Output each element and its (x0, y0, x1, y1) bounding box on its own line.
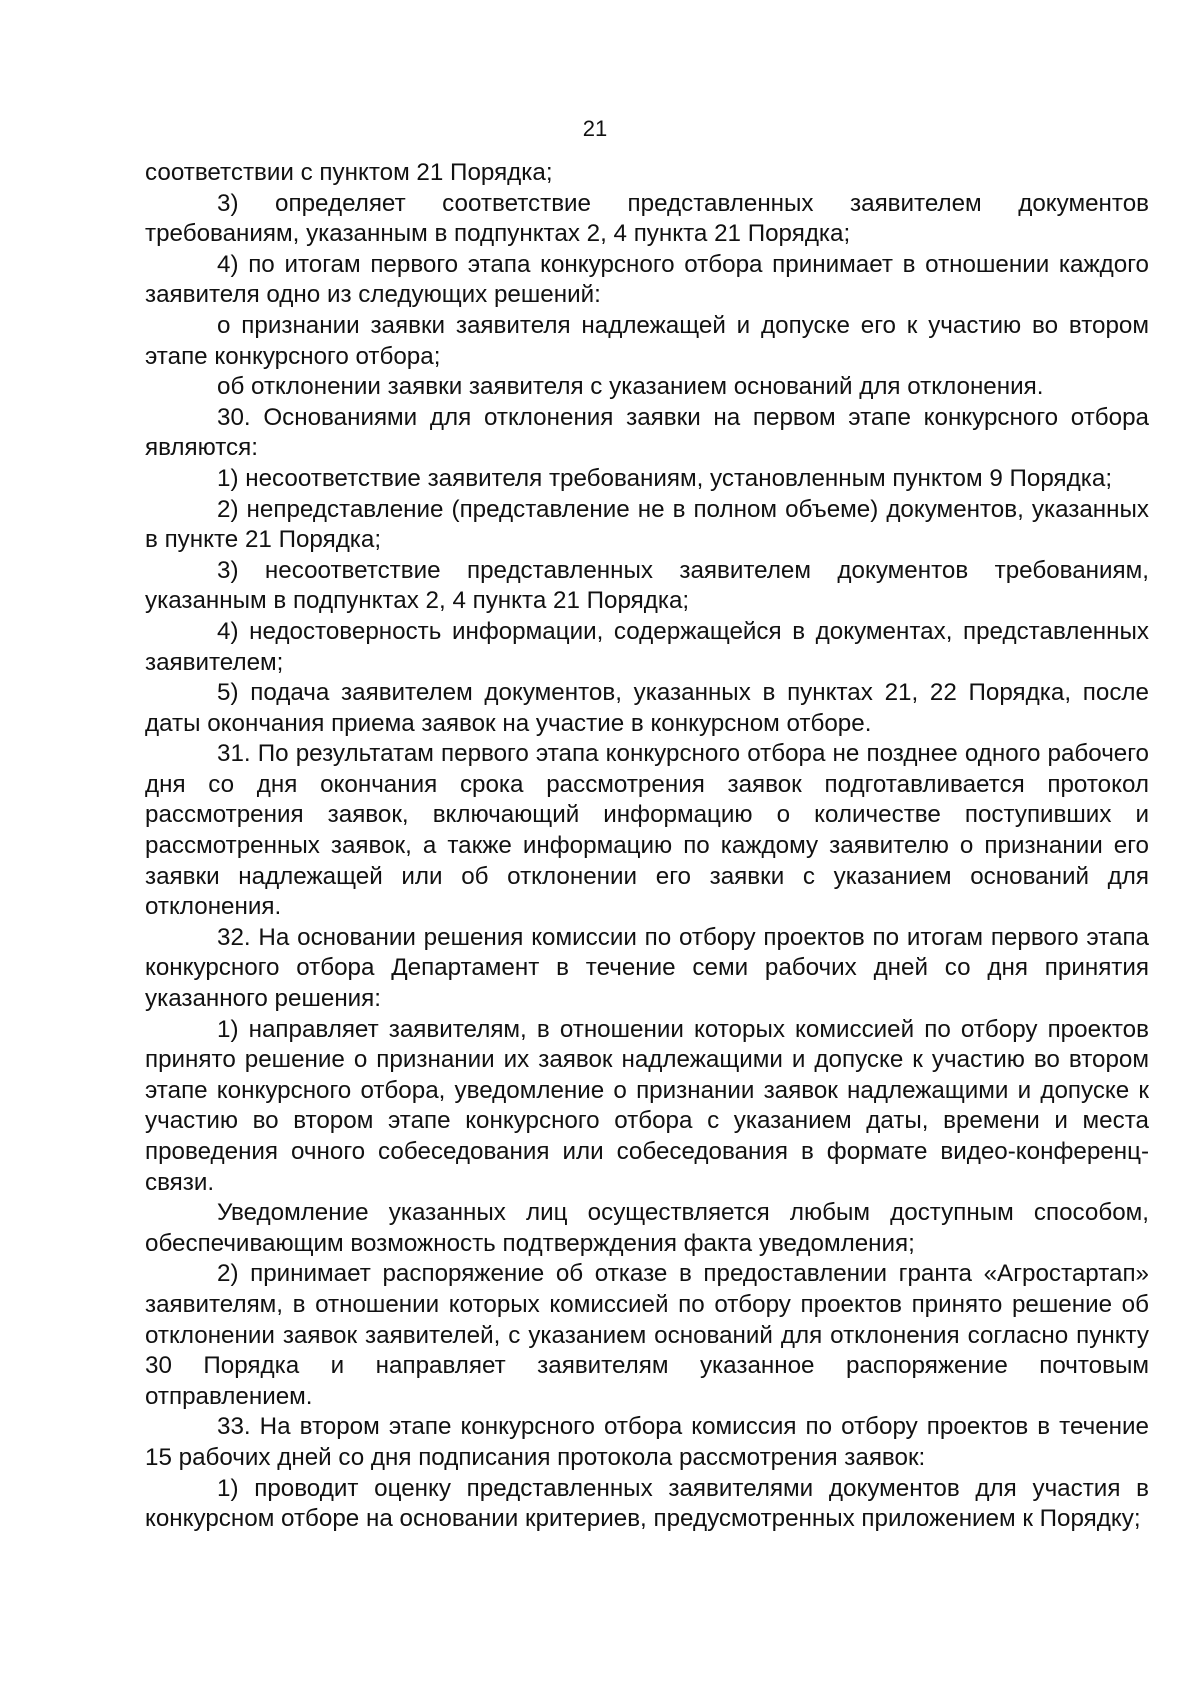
paragraph-clause-30: 30. Основаниями для отклонения заявки на первом этапе конкурсного отбора являются: (145, 403, 1149, 462)
paragraph-clause-30-item-3: 3) несоответствие представленных заявителем документов требованиям, указанным в подпунктах 2, 4 пункта 21 Порядка; (145, 556, 1149, 615)
paragraph-clause-30-item-1: 1) несоответствие заявителя требованиям, установленным пунктом 9 Порядка; (217, 464, 1113, 492)
paragraph-decision-reject: об отклонении заявки заявителя с указанием оснований для отклонения. (217, 373, 1044, 401)
paragraph-clause-30-item-4: 4) недостоверность информации, содержащейся в документах, представленных заявителем; (145, 617, 1149, 676)
paragraph-clause-33: 33. На втором этапе конкурсного отбора комиссия по отбору проектов в течение 15 рабочих дней со дня подписания протокола рассмотрения заявок: (145, 1413, 1149, 1471)
paragraph-notification: Уведомление указанных лиц осуществляется любым доступным способом, обеспечивающим возможность подтверждения факта уведомления; (145, 1199, 1149, 1257)
paragraph-decision-accept: о признании заявки заявителя надлежащей и допуске его к участию во втором этапе конкурсного отбора; (145, 311, 1149, 370)
paragraph-clause-32-item-2: 2) принимает распоряжение об отказе в предоставлении гранта «Агростартап» заявителям, в отношении которых комиссией по отбору проектов принято решение об отклонении заявок заявителей, с указанием оснований для отклонения согласно пункту 30 Порядка и направляет заявителям указанное распоряжение почтовым отправлением. (145, 1260, 1149, 1410)
paragraph-clause-31: 31. По результатам первого этапа конкурсного отбора не позднее одного рабочего дня со дня окончания срока рассмотрения заявок подготавливается протокол рассмотрения заявок, включающий информацию о количестве поступивших и рассмотренных заявок, а также информацию по каждому заявителю о признании его заявки надлежащей или об отклонении его заявки с указанием оснований для отклонения. (145, 740, 1149, 921)
paragraph-clause-30-item-2: 2) непредставление (представление не в полном объеме) документов, указанных в пункте 21 Порядка; (145, 495, 1149, 554)
paragraph-clause-32-item-1: 1) направляет заявителям, в отношении которых комиссией по отбору проектов принято решение о признании их заявок надлежащими и допуске к участию во втором этапе конкурсного отбора, уведомление о признании заявок надлежащими и допуске к участию во втором этапе конкурсного отбора с указанием даты, времени и места проведения очного собеседования или собеседования в формате видео-конференц-связи. (145, 1015, 1149, 1196)
paragraph-clause-30-item-5: 5) подача заявителем документов, указанных в пунктах 21, 22 Порядка, после даты окончания приема заявок на участие в конкурсном отборе. (145, 679, 1149, 737)
page-number: 21 (582, 116, 608, 141)
paragraph-clause-32: 32. На основании решения комиссии по отбору проектов по итогам первого этапа конкурсного отбора Департамент в течение семи рабочих дней со дня принятия указанного решения: (145, 923, 1149, 1013)
paragraph-item-4: 4) по итогам первого этапа конкурсного отбора принимает в отношении каждого заявителя одно из следующих решений: (145, 250, 1149, 309)
paragraph-clause-33-item-1: 1) проводит оценку представленных заявителями документов для участия в конкурсном отборе на основании критериев, предусмотренных приложением к Порядку; (145, 1474, 1149, 1533)
paragraph-continuation: соответствии с пунктом 21 Порядка; (145, 159, 553, 186)
document-body (145, 158, 1149, 1535)
paragraph-item-3: 3) определяет соответствие представленных заявителем документов требованиям, указанным в подпунктах 2, 4 пункта 21 Порядка; (145, 189, 1149, 248)
